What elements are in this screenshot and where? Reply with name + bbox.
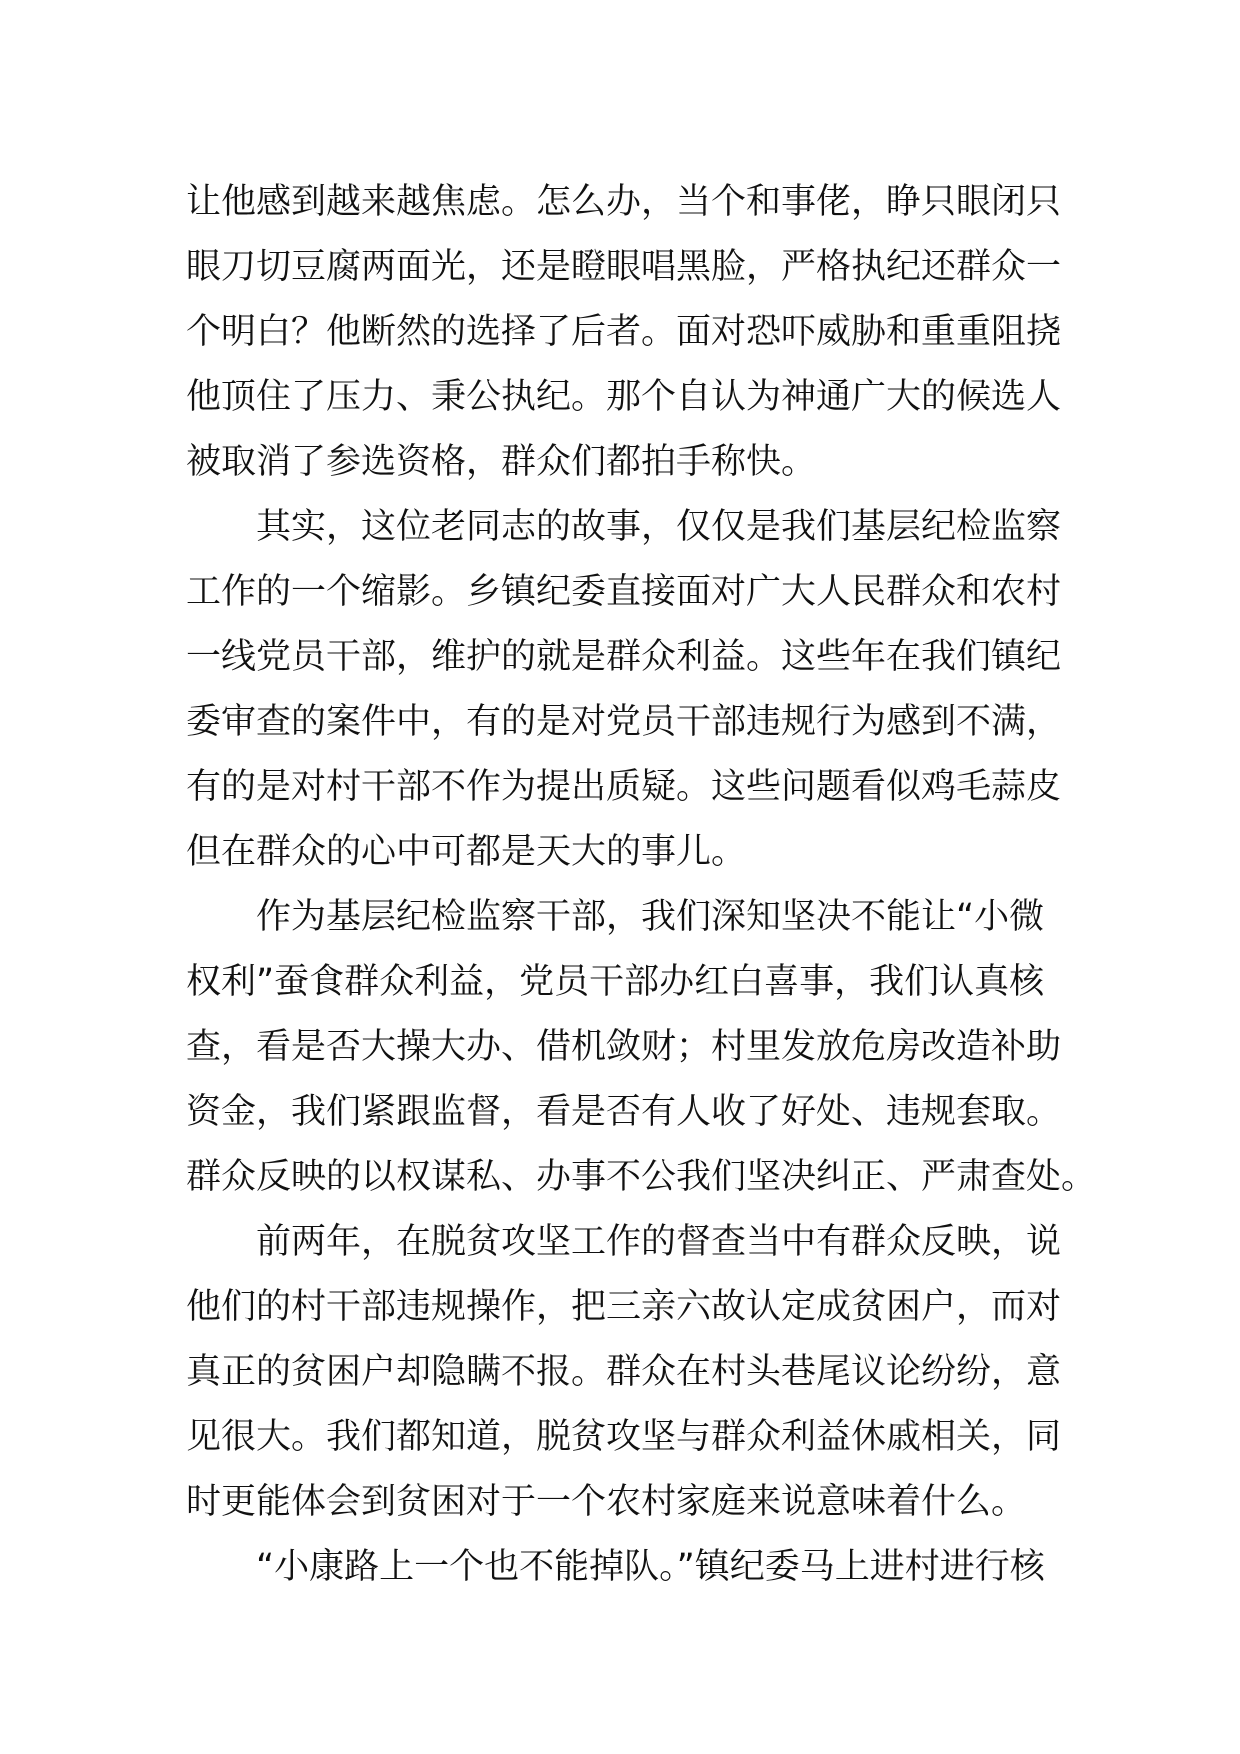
body-text <box>186 170 1097 1600</box>
text-line: 眼刀切豆腐两面光，还是瞪眼唱黑脸，严格执纪还群众一 <box>186 247 1062 287</box>
paragraph-start-line: “小康路上一个也不能掉队。”镇纪委马上进村进行核 <box>256 1547 1045 1587</box>
paragraph-start-line: 其实，这位老同志的故事，仅仅是我们基层纪检监察 <box>256 507 1062 547</box>
text-line: 让他感到越来越焦虑。怎么办，当个和事佬，睁只眼闭只 <box>186 182 1062 222</box>
text-line: 见很大。我们都知道，脱贫攻坚与群众利益休戚相关，同 <box>186 1417 1062 1457</box>
text-line: 有的是对村干部不作为提出质疑。这些问题看似鸡毛蒜皮 <box>186 767 1062 807</box>
text-line: 时更能体会到贫困对于一个农村家庭来说意味着什么。 <box>186 1482 1027 1522</box>
text-line: 资金，我们紧跟监督，看是否有人收了好处、违规套取。 <box>186 1092 1062 1132</box>
text-line: 查，看是否大操大办、借机敛财；村里发放危房改造补助 <box>186 1027 1062 1067</box>
text-line: 群众反映的以权谋私、办事不公我们坚决纠正、严肃查处。 <box>186 1157 1097 1197</box>
text-line: 但在群众的心中可都是天大的事儿。 <box>186 832 747 872</box>
text-line: 他们的村干部违规操作，把三亲六故认定成贫困户，而对 <box>186 1287 1062 1327</box>
paragraph-start-line: 作为基层纪检监察干部，我们深知坚决不能让“小微 <box>256 897 1045 937</box>
text-line: 被取消了参选资格，群众们都拍手称快。 <box>186 442 817 482</box>
text-line: 工作的一个缩影。乡镇纪委直接面对广大人民群众和农村 <box>186 572 1062 612</box>
paragraph-start-line: 前两年，在脱贫攻坚工作的督查当中有群众反映，说 <box>256 1222 1062 1262</box>
text-line: 他顶住了压力、秉公执纪。那个自认为神通广大的候选人 <box>186 377 1062 417</box>
text-line: 真正的贫困户却隐瞒不报。群众在村头巷尾议论纷纷，意 <box>186 1352 1062 1392</box>
text-line: 个明白？他断然的选择了后者。面对恐吓威胁和重重阻挠 <box>186 312 1062 352</box>
text-line: 权利”蚕食群众利益，党员干部办红白喜事，我们认真核 <box>186 962 1045 1002</box>
text-line: 一线党员干部，维护的就是群众利益。这些年在我们镇纪 <box>186 637 1062 677</box>
text-line: 委审查的案件中，有的是对党员干部违规行为感到不满， <box>186 702 1062 742</box>
